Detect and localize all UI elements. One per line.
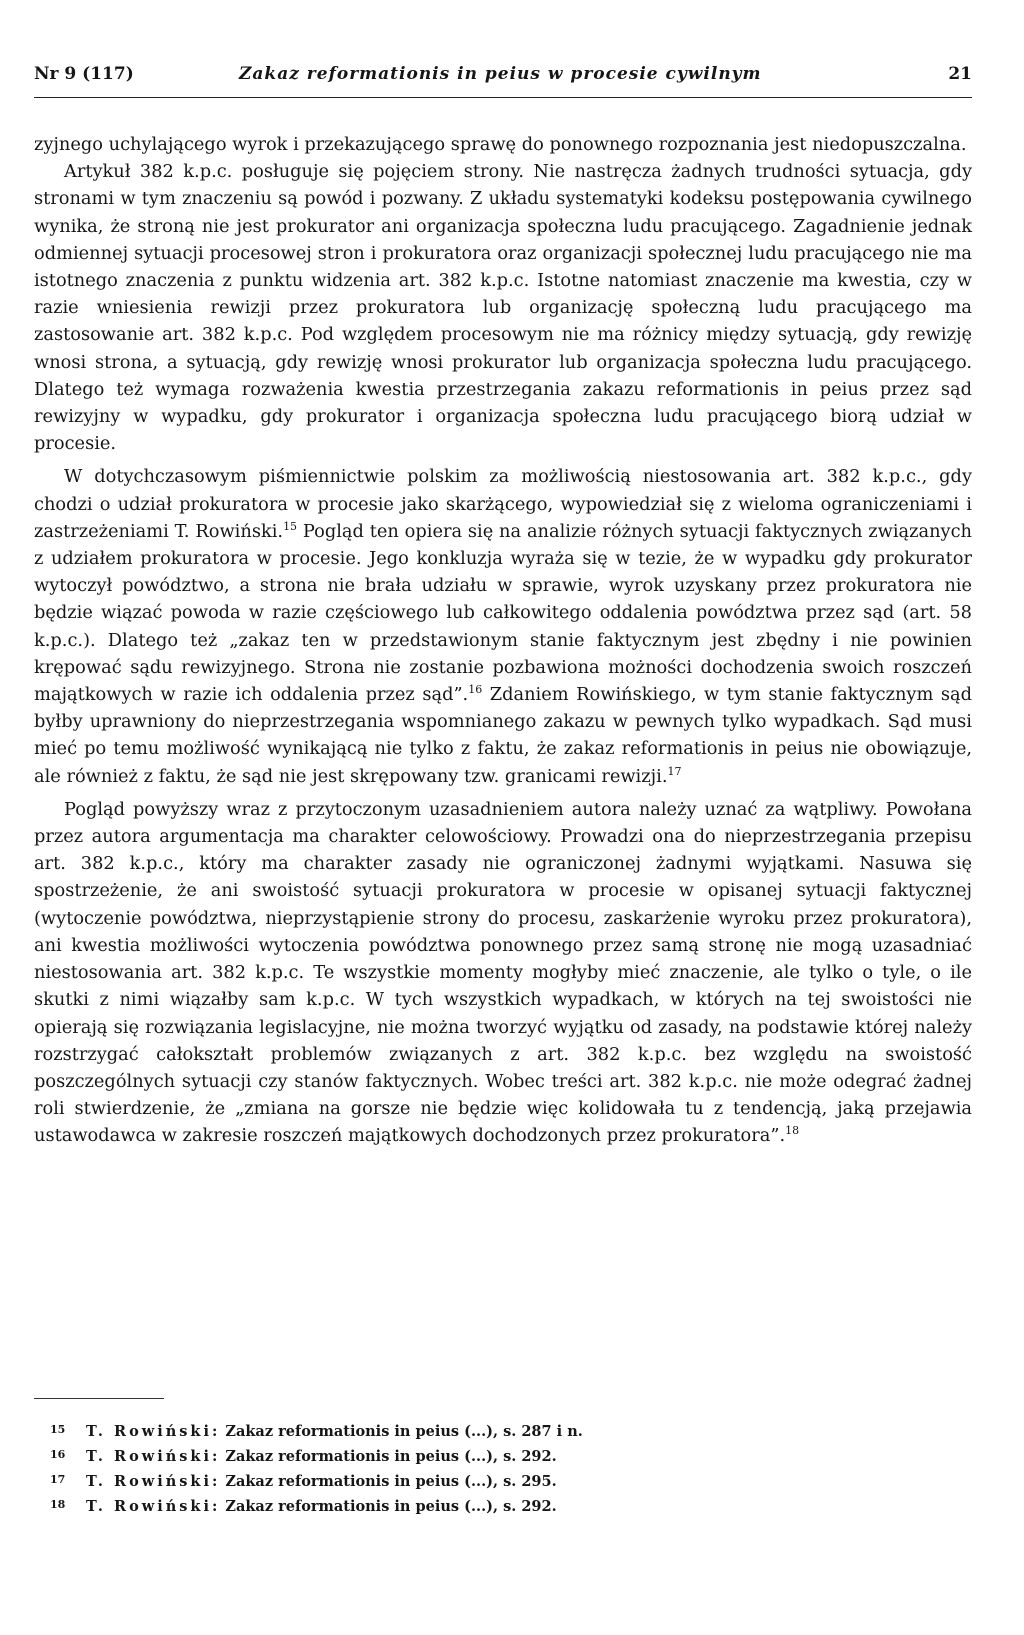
footnote-text: Zakaz reformationis in peius (...), s. 287 i n. (225, 1423, 583, 1440)
footnote-text: Zakaz reformationis in peius (...), s. 295. (225, 1473, 557, 1490)
footnote-number: 18 (50, 1498, 66, 1511)
footnote-author: T. Rowiński: (86, 1448, 221, 1465)
footnote-author: T. Rowiński: (86, 1473, 221, 1490)
footnote-number: 16 (50, 1448, 66, 1461)
footnote-ref[interactable]: 18 (785, 1124, 800, 1138)
footnote-rule (34, 1398, 164, 1399)
footnote-number: 17 (50, 1473, 66, 1486)
footnote-ref[interactable]: 17 (667, 764, 682, 778)
footnote-text: Zakaz reformationis in peius (...), s. 292. (225, 1448, 557, 1465)
footnote (50, 1443, 950, 1468)
paragraph: Artykuł 382 k.p.c. posługuje się pojęciem strony. Nie nastręcza żadnych trudności sytuacja, gdy stronami w tym znaczeniu są powód i pozwany. Z układu systematyki kodeksu postępowania cywilnego wynika, że stroną nie jest prokurator ani organizacja społeczna ludu pracującego. Zagadnienie jednak odmiennej sytuacji procesowej stron i prokuratora oraz organizacji społecznej ludu pracującego nie ma istotnego znaczenia z punktu widzenia art. 382 k.p.c. Istotne natomiast znaczenie ma kwestia, czy w razie wniesienia rewizji przez prokuratora lub organizację społeczną ludu pracującego ma zastosowanie art. 382 k.p.c. Pod względem procesowym nie ma różnicy między sytuacją, gdy rewizję wnosi strona, a sytuacją, gdy rewizję wnosi prokurator lub organizacja społeczna ludu pracującego. Dlatego też wymaga rozważenia kwestia przestrzegania zakazu reformationis in peius przez sąd rewizyjny w wypadku, gdy prokurator i organizacja społeczna ludu pracującego biorą udział w procesie. (34, 161, 972, 455)
body-text (34, 131, 972, 1150)
paragraph-text: Pogląd ten opiera się na analizie różnych sytuacji faktycznych związanych z udziałem prokuratora w procesie. Jego konkluzja wyraża się w tezie, że w wypadku gdy prokurator wytoczył powództwo, a strona nie brała udziału w sprawie, wyrok uzyskany przez prokuratora nie będzie wiązać powoda w razie częściowego lub całkowitego oddalenia powództwa przez sąd (art. 58 k.p.c.). Dlatego też „zakaz ten w przedstawionym stanie faktycznym jest zbędny i nie powinien krępować sądu rewizyjnego. Strona nie zostanie pozbawiona możności dochodzenia swoich roszczeń majątkowych w razie ich oddalenia przez sąd”. (34, 520, 972, 706)
footnote-number: 15 (50, 1423, 66, 1436)
footnote (50, 1418, 950, 1443)
journal-issue: Nr 9 (117) (34, 64, 134, 84)
footnotes (50, 1418, 950, 1518)
header-rule (34, 97, 972, 98)
footnote-author: T. Rowiński: (86, 1498, 221, 1515)
running-title: Zakaz reformationis in peius w procesie cywilnym (239, 64, 762, 84)
page-number: 21 (948, 64, 972, 84)
paragraph (34, 796, 972, 1150)
footnote-author: T. Rowiński: (86, 1423, 221, 1440)
footnote (50, 1493, 950, 1518)
paragraph (34, 463, 972, 789)
footnote (50, 1468, 950, 1493)
paragraph-text: Pogląd powyższy wraz z przytoczonym uzasadnieniem autora należy uznać za wątpliwy. Powołana przez autora argumentacja ma charakter celowościowy. Prowadzi ona do nieprzestrzegania przepisu art. 382 k.p.c., który ma charakter zasady nie ograniczonej żadnymi wyjątkami. Nasuwa się spostrzeżenie, że ani swoistość sytuacji prokuratora w procesie w opisanej sytuacji faktycznej (wytoczenie powództwa, nieprzystąpienie strony do procesu, zaskarżenie wyroku przez prokuratora), ani kwestia możliwości wytoczenia powództwa ponownego przez samą stronę nie mogą uzasadniać niestosowania art. 382 k.p.c. Te wszystkie momenty mogłyby mieć znaczenie, ale tylko o tyle, o ile skutki z nimi wiązałby sam k.p.c. W tych wszystkich wypadkach, w których na tej swoistości nie opierają się rozwiązania legislacyjne, nie można tworzyć wyjątku od zasady, na podstawie której należy rozstrzygać całokształt problemów związanych z art. 382 k.p.c. bez względu na swoistość poszczególnych sytuacji czy stanów faktycznych. Wobec treści art. 382 k.p.c. nie może odegrać żadnej roli stwierdzenie, że „zmiana na gorsze nie będzie więc kolidowała tu z tendencją, jaką przejawia ustawodawca w zakresie roszczeń majątkowych dochodzonych przez prokuratora”. (34, 798, 972, 1147)
paragraph-continuation: zyjnego uchylającego wyrok i przekazującego sprawę do ponownego rozpoznania jest niedopuszczalna. (34, 134, 967, 155)
paragraph-text: Zdaniem Rowińskiego, w tym stanie faktycznym sąd byłby uprawniony do nieprzestrzegania wspomnianego zakazu w pewnych tylko wypadkach. Sąd musi mieć po temu możliwość wynikającą nie tylko z faktu, że zakaz reformationis in peius nie obowiązuje, ale również z faktu, że sąd nie jest skrępowany tzw. granicami rewizji. (34, 684, 972, 787)
footnote-ref[interactable]: 15 (283, 519, 298, 533)
paragraph-text: W dotychczasowym piśmiennictwie polskim za możliwością niestosowania art. 382 k.p.c., gdy chodzi o udział prokuratora w procesie jako skarżącego, wypowiedział się z wieloma ograniczeniami i zastrzeżeniami T. Rowiński. (34, 466, 972, 542)
footnote-text: Zakaz reformationis in peius (...), s. 292. (225, 1498, 557, 1515)
footnote-ref[interactable]: 16 (468, 683, 483, 697)
running-header (34, 64, 972, 90)
